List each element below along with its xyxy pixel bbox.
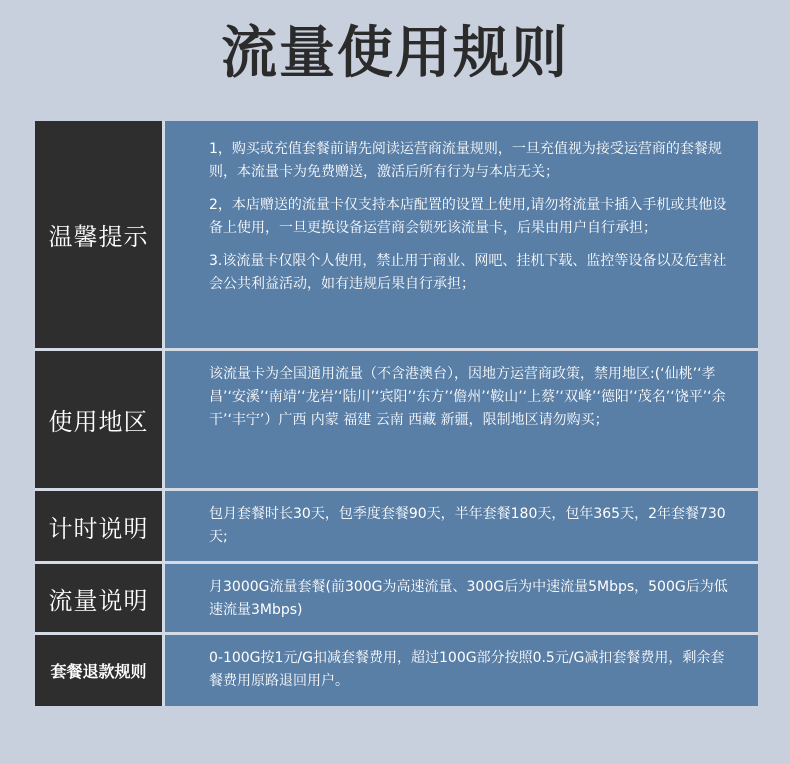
row-content xyxy=(165,564,758,632)
row-refund xyxy=(35,635,758,706)
traffic-paragraph: 月3000G流量套餐(前300G为高速流量、300G后为中速流量5Mbps，500G后为低速流量3Mbps) xyxy=(209,579,728,618)
page-title: 流量使用规则 xyxy=(221,21,569,86)
refund-paragraph: 0-100G按1元/G扣减套餐费用，超过100G部分按照0.5元/G减扣套餐费用，剩余套餐费用原路退回用户。 xyxy=(209,650,725,689)
area-paragraph: 该流量卡为全国通用流量（不含港澳台），因地方运营商政策，禁用地区:(‘仙桃’‘孝昌’‘安溪’‘南靖’‘龙岩’‘陆川’‘宾阳’‘东方’‘儋州’‘鞍山’‘上蔡’‘双峰’‘德阳’‘茂名’‘饶平’‘余干’‘丰宁’）广西 内蒙 福建 云南 西藏 新疆，限制地区请勿购买； xyxy=(209,366,726,428)
row-content xyxy=(165,351,758,488)
row-content xyxy=(165,121,758,348)
row-label: 温馨提示 xyxy=(35,121,162,348)
row-content xyxy=(165,635,758,706)
rules-table xyxy=(35,121,758,706)
tip-paragraph-2: 2，本店赠送的流量卡仅支持本店配置的设置上使用,请勿将流量卡插入手机或其他设备上使用，一旦更换设备运营商会锁死该流量卡，后果由用户自行承担； xyxy=(209,197,727,236)
timing-paragraph: 包月套餐时长30天，包季度套餐90天，半年套餐180天，包年365天，2年套餐730天; xyxy=(209,506,726,545)
row-usage-area xyxy=(35,351,758,488)
row-label: 流量说明 xyxy=(35,564,162,632)
tip-paragraph-1: 1，购买或充值套餐前请先阅读运营商流量规则，一旦充值视为接受运营商的套餐规则，本流量卡为免费赠送，激活后所有行为与本店无关； xyxy=(209,141,722,180)
row-content xyxy=(165,491,758,561)
row-label: 套餐退款规则 xyxy=(35,635,162,706)
row-label: 计时说明 xyxy=(35,491,162,561)
row-timing xyxy=(35,491,758,561)
row-traffic xyxy=(35,564,758,632)
row-label: 使用地区 xyxy=(35,351,162,488)
tip-paragraph-3: 3.该流量卡仅限个人使用，禁止用于商业、网吧、挂机下载、监控等设备以及危害社会公共利益活动，如有违规后果自行承担； xyxy=(209,253,727,292)
row-warm-tips xyxy=(35,121,758,348)
